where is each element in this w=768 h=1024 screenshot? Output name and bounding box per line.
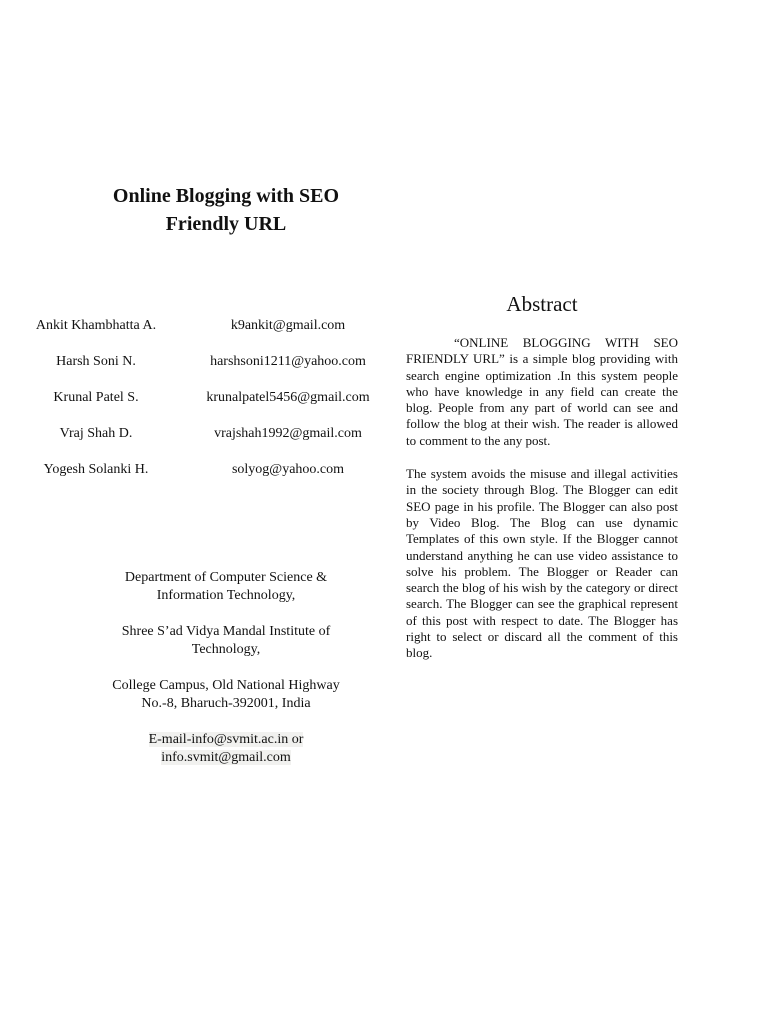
- abstract-body: [406, 335, 678, 679]
- author-row: [0, 460, 400, 496]
- author-email: vrajshah1992@gmail.com: [214, 426, 362, 441]
- institute-line-2: Technology,: [191, 642, 261, 657]
- email-line-1: [90, 731, 362, 749]
- department-line-1: Department of Computer Science &: [124, 570, 328, 585]
- department-line-2: Information Technology,: [156, 588, 296, 603]
- author-email: krunalpatel5456@gmail.com: [206, 390, 370, 405]
- author-email: solyog@yahoo.com: [231, 462, 345, 477]
- author-row: [0, 424, 400, 460]
- title-line-2: Friendly URL: [165, 213, 287, 235]
- author-name: Yogesh Solanki H.: [43, 462, 149, 477]
- institute-line-1: Shree S’ad Vidya Mandal Institute of: [121, 624, 331, 639]
- abstract-heading: Abstract: [506, 292, 578, 316]
- address: [90, 677, 362, 713]
- author-name: Harsh Soni N.: [56, 354, 136, 369]
- email-line-2: [90, 749, 362, 767]
- contact-email: [90, 731, 362, 767]
- affiliation: [90, 569, 362, 785]
- abstract-paragraph: The system avoids the misuse and illegal activities in the society through Blog. The Blogger can edit SEO page in his profile. The Blogger can also post by Video Blog. The Blog can use dynamic Templates of this own style. If the Blogger cannot understand anything he can use video assistance to solve his problem. The Blogger or Reader can search the blog of his wish by the category or direct search. The Blogger can see the graphical represent of this post with respect to date. The Blogger has right to select or discard all the comment of this blog.: [406, 466, 678, 661]
- author-name: Krunal Patel S.: [53, 390, 139, 405]
- author-name: Ankit Khambhatta A.: [35, 318, 157, 333]
- institute: [90, 623, 362, 659]
- email-line-1-text: E-mail-info@svmit.ac.in or: [148, 732, 304, 747]
- author-email: harshsoni1211@yahoo.com: [210, 354, 366, 369]
- author-row: [0, 352, 400, 388]
- title-line-1: Online Blogging with SEO: [112, 185, 340, 207]
- author-name: Vraj Shah D.: [59, 426, 133, 441]
- author-row: [0, 316, 400, 352]
- address-line-1: College Campus, Old National Highway: [112, 678, 340, 693]
- author-row: [0, 388, 400, 424]
- address-line-2: No.-8, Bharuch-392001, India: [141, 696, 311, 711]
- email-line-2-text: info.svmit@gmail.com: [161, 750, 291, 765]
- abstract-paragraph: “ONLINE BLOGGING WITH SEO FRIENDLY URL” is a simple blog providing with search engine optimization .In this system people who have knowledge in any field can create the blog. People from any part of world can see and follow the blog at their wish. The reader is allowed to comment to the any post.: [406, 335, 678, 448]
- author-email: k9ankit@gmail.com: [230, 318, 346, 333]
- department: [90, 569, 362, 605]
- author-list: [0, 316, 400, 496]
- paper-title: [70, 182, 382, 238]
